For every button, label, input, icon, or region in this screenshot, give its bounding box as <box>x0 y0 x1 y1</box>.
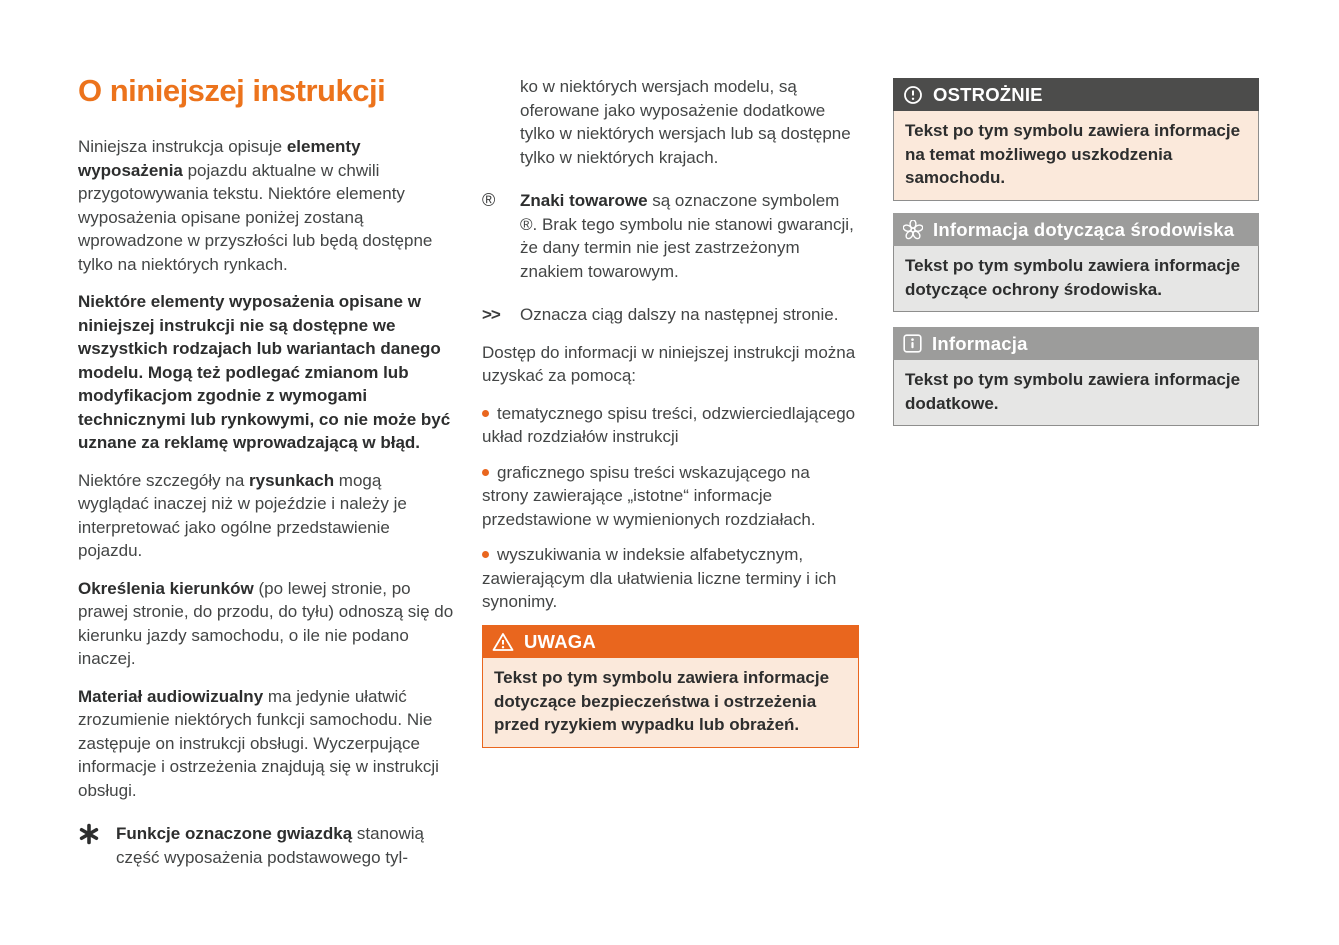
bullet-dot-icon <box>482 410 489 417</box>
information-notice-box <box>893 327 1259 426</box>
caution-notice-header <box>893 78 1259 111</box>
intro-paragraph-5 <box>78 685 456 803</box>
star-legend-continuation: ko w niektórych wersjach modelu, są oferowane jako wyposażenie dodatkowe tylko w niektórych wersjach lub są dostępne tylko w niektórych krajach. <box>520 77 851 167</box>
asterisk-star-icon <box>78 822 116 869</box>
environment-notice-body: Tekst po tym symbolu zawiera informacje dotyczące ochrony środowiska. <box>893 246 1259 312</box>
text-segment: ma jedynie ułatwić zrozumienie niektórych funkcji samochodu. Nie zastępuje on instrukcji obsługi. Wyczerpujące informacje i ostrzeżenia znajdują się w instrukcji obsługi. <box>78 686 439 800</box>
access-intro: Dostęp do informacji w niniejszej instrukcji można uzyskać za pomocą: <box>482 342 856 385</box>
caution-notice-body: Tekst po tym symbolu zawiera informacje na temat możliwego uszkodzenia samochodu. <box>893 111 1259 201</box>
information-notice-title: Informacja <box>932 332 1028 354</box>
caution-notice-box <box>893 78 1259 201</box>
double-chevron-icon: >> <box>482 305 500 324</box>
left-column <box>78 74 456 883</box>
continuation-legend-item <box>482 303 859 327</box>
page-title: O niniejszej instrukcji <box>78 73 386 108</box>
bullet-text: wyszukiwania w indeksie alfabetycznym, zawierającym dla ułatwienia liczne terminy i ich synonimy. <box>482 545 837 611</box>
bold-segment: elementy wyposażenia <box>78 137 361 180</box>
text-segment: pojazdu aktualne w chwili przygotowywania tekstu. Niektóre elementy wyposażenia opisane poniżej zostaną wprowadzone w przyszłości lub będą dostępne tylko na niektórych rynkach. <box>78 160 433 274</box>
text-segment: stanowią część wyposażenia podstawowego tyl- <box>116 824 424 867</box>
warning-notice-header <box>482 625 859 658</box>
bullet-dot-icon <box>482 469 489 476</box>
information-notice-header <box>893 327 1259 360</box>
warning-triangle-icon <box>492 632 514 652</box>
trademark-legend-text <box>520 189 859 283</box>
intro-paragraph-1 <box>78 135 456 276</box>
warning-notice-title: UWAGA <box>524 630 596 652</box>
bullet-text: tematycznego spisu treści, odzwierciedlającego układ rozdziałów instrukcji <box>482 403 856 446</box>
caution-notice-title: OSTROŻNIE <box>933 83 1043 105</box>
star-legend-item <box>78 822 456 869</box>
bullet-item-2 <box>482 461 859 532</box>
information-notice-body: Tekst po tym symbolu zawiera informacje dodatkowe. <box>893 360 1259 426</box>
trademark-legend-item <box>482 189 859 283</box>
bold-segment: Funkcje oznaczone gwiazdką <box>116 824 353 843</box>
bullet-item-1 <box>482 402 859 449</box>
right-column <box>893 0 1259 945</box>
bold-segment: rysunkach <box>249 470 335 490</box>
bold-segment: Określenia kierunków <box>78 578 254 598</box>
environment-notice-box <box>893 213 1259 312</box>
bold-segment: Materiał audiowizualny <box>78 686 264 706</box>
environment-notice-title: Informacja dotycząca środowiska <box>933 218 1235 240</box>
text-segment: Niektóre szczegóły na <box>78 470 250 490</box>
intro-paragraph-2 <box>78 290 456 455</box>
continuation-legend-text: Oznacza ciąg dalszy na następnej stronie. <box>520 305 839 324</box>
star-legend-text <box>116 822 456 869</box>
bullet-text: graficznego spisu treści wskazującego na strony zawierające „istotne“ informacje przedstawione w wymienionych rozdziałach. <box>482 462 816 529</box>
intro-paragraph-4 <box>78 577 456 671</box>
bullet-dot-icon <box>482 551 489 558</box>
text-segment: są oznaczone symbolem ®. Brak tego symbolu nie stanowi gwarancji, że dany termin nie jest zastrzeżonym znakiem towarowym. <box>520 191 854 281</box>
circle-exclamation-icon <box>903 85 923 105</box>
bold-segment: Niektóre elementy wyposażenia opisane w niniejszej instrukcji nie są dostępne we wszystkich rodzajach lub wariantach danego modelu. Mogą też podlegać zmianom lub modyfikacjom zgodnie z wymogami technicznymi lub rynkowymi, co nie może być uznane za reklamę wprowadzającą w błąd. <box>78 292 451 452</box>
flower-icon <box>903 220 923 240</box>
environment-notice-header <box>893 213 1259 246</box>
warning-notice-box <box>482 625 859 748</box>
text-segment: (po lewej stronie, po prawej stronie, do przodu, do tyłu) odnoszą się do kierunku jazdy samochodu, o ile nie podano inaczej. <box>78 578 454 668</box>
registered-trademark-icon: ® <box>482 190 496 210</box>
intro-paragraph-3 <box>78 469 456 563</box>
warning-notice-body: Tekst po tym symbolu zawiera informacje dotyczące bezpieczeństwa i ostrzeżenia przed ryzykiem wypadku lub obrażeń. <box>482 658 859 748</box>
bold-segment: Znaki towarowe <box>520 191 648 210</box>
middle-column <box>482 75 859 626</box>
info-square-icon <box>903 334 922 353</box>
text-segment: Niniejsza instrukcja opisuje <box>78 137 287 156</box>
text-segment: mogą wyglądać inaczej niż w pojeździe i należy je interpretować jako ogólne przedstawienie pojazdu. <box>78 470 407 560</box>
bullet-item-3 <box>482 543 859 614</box>
